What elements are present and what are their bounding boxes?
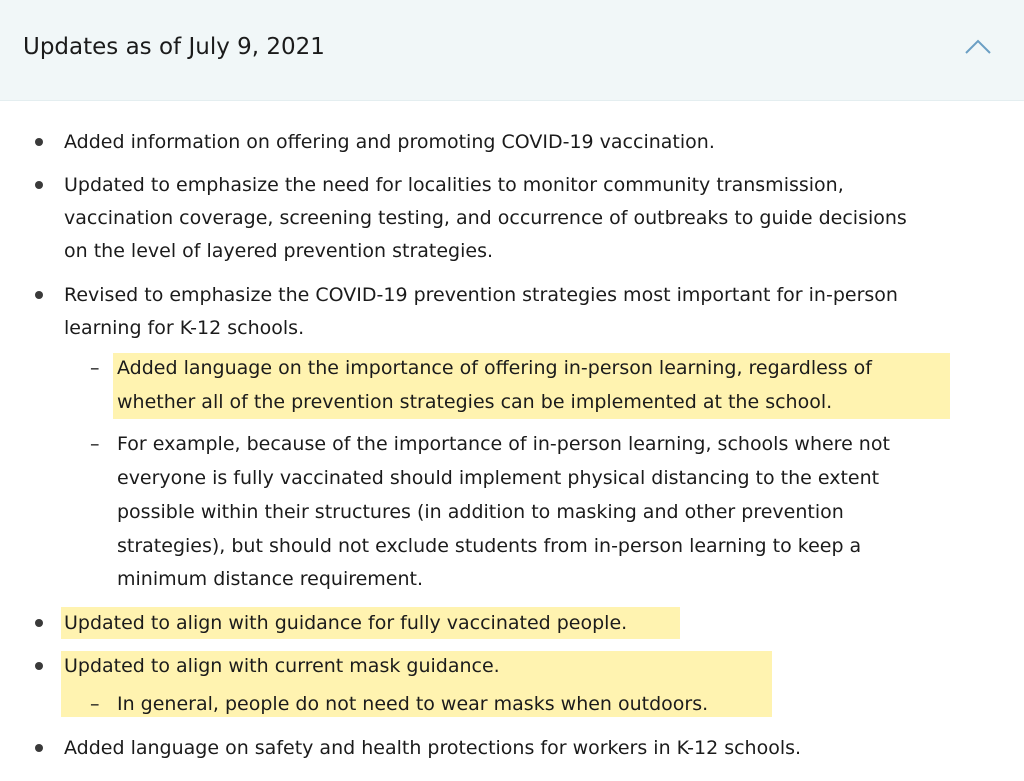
- list-item-line: Updated to emphasize the need for localities to monitor community transmission,: [64, 174, 844, 196]
- list-item: Added information on offering and promoting COVID-19 vaccination.: [64, 131, 715, 153]
- dash-marker: –: [90, 357, 100, 379]
- sub-item-line: Added language on the importance of offering in-person learning, regardless of: [117, 357, 872, 379]
- bullet-icon: [35, 181, 43, 189]
- dash-marker: –: [90, 433, 100, 455]
- updates-list: [0, 101, 1024, 781]
- sub-item-line: possible within their structures (in addition to masking and other prevention: [117, 501, 844, 523]
- bullet-icon: [35, 619, 43, 627]
- accordion-title: Updates as of July 9, 2021: [23, 34, 325, 60]
- list-item: Added language on safety and health protections for workers in K-12 schools.: [64, 737, 802, 759]
- chevron-up-icon: [957, 29, 999, 65]
- accordion-header[interactable]: [0, 0, 1024, 101]
- sub-item-line: minimum distance requirement.: [117, 568, 424, 590]
- dash-marker: –: [90, 693, 100, 715]
- sub-item-line: strategies), but should not exclude students from in-person learning to keep a: [117, 535, 862, 557]
- bullet-icon: [35, 744, 43, 752]
- list-item: Updated to align with current mask guidance.: [64, 655, 500, 677]
- sub-item-line: For example, because of the importance of in-person learning, schools where not: [117, 433, 890, 455]
- list-item-line: on the level of layered prevention strategies.: [64, 240, 494, 262]
- bullet-icon: [35, 138, 43, 146]
- list-item-line: vaccination coverage, screening testing, and occurrence of outbreaks to guide decisions: [64, 207, 907, 229]
- sub-item-line: whether all of the prevention strategies can be implemented at the school.: [117, 391, 833, 413]
- list-item-line: Revised to emphasize the COVID-19 prevention strategies most important for in-person: [64, 284, 898, 306]
- list-item-line: learning for K-12 schools.: [64, 317, 305, 339]
- sub-item-line: everyone is fully vaccinated should implement physical distancing to the extent: [117, 467, 880, 489]
- bullet-icon: [35, 291, 43, 299]
- bullet-icon: [35, 662, 43, 670]
- collapse-button[interactable]: [957, 29, 999, 65]
- list-item: Updated to align with guidance for fully vaccinated people.: [64, 612, 628, 634]
- sub-item-line: In general, people do not need to wear masks when outdoors.: [117, 693, 709, 715]
